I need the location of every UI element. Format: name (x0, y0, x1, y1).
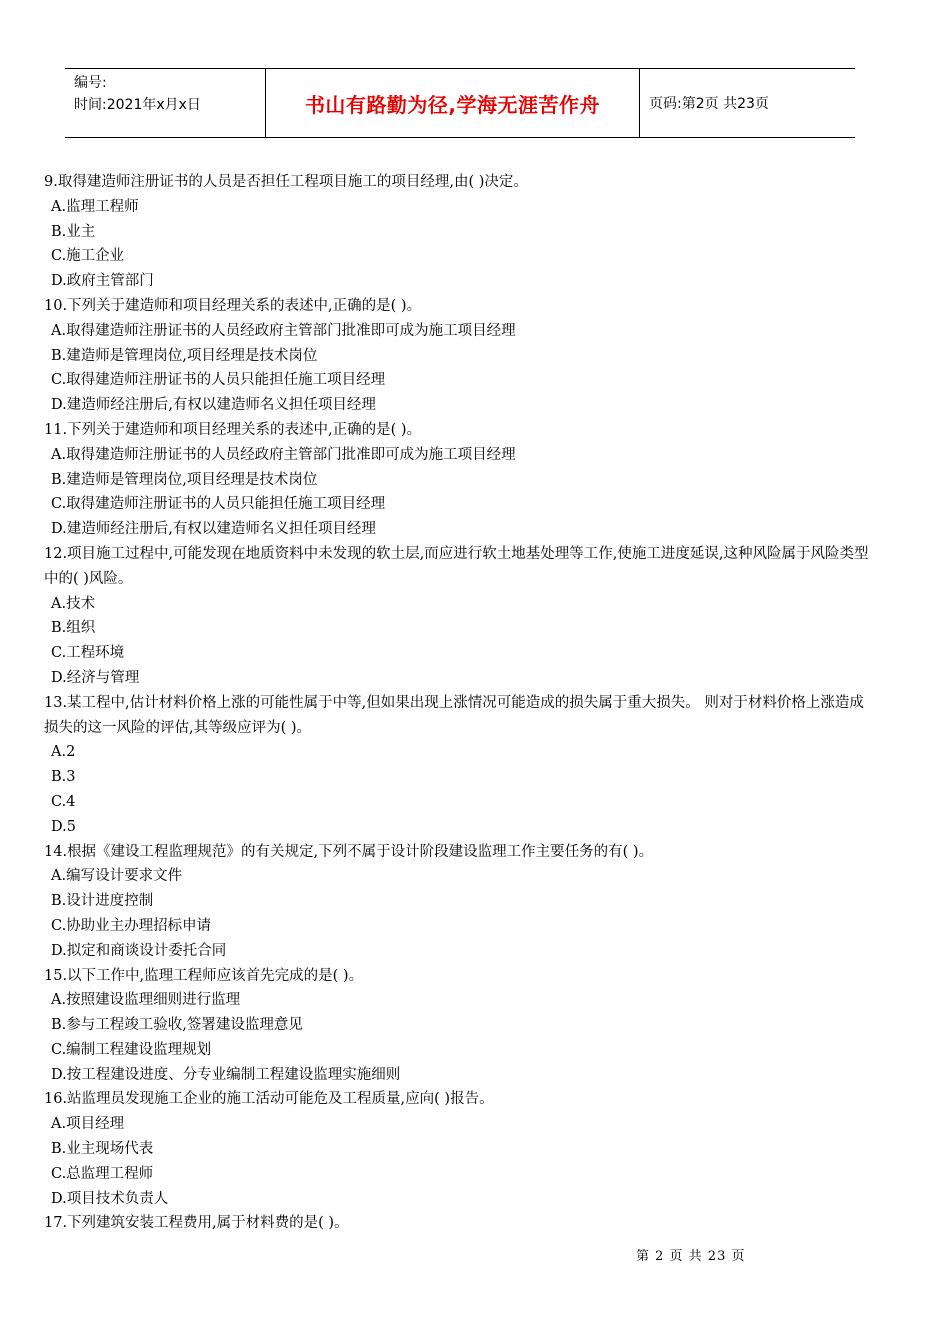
header-page-cell (640, 69, 855, 137)
header-motto-cell (266, 69, 640, 137)
answer-option: B.建造师是管理岗位,项目经理是技术岗位 (51, 347, 318, 364)
answer-option: B.业主 (51, 223, 96, 240)
question-block (44, 964, 874, 1088)
header-page-info: 页码:第2页 共23页 (649, 96, 769, 112)
answer-option: A.2 (51, 744, 76, 761)
answer-option: B.设计进度控制 (51, 893, 154, 910)
document-number-label: 编号: (74, 75, 107, 91)
header-motto: 书山有路勤为径,学海无涯苦作舟 (304, 92, 601, 117)
answer-option: D.项目技术负责人 (51, 1190, 169, 1207)
question-text: 9.取得建造师注册证书的人员是否担任工程项目施工的项目经理,由( )决定。 (44, 174, 528, 190)
question-text: 17.下列建筑安装工程费用,属于材料费的是( )。 (44, 1215, 349, 1232)
header-meta-cell (65, 69, 266, 137)
answer-option: C.工程环境 (51, 645, 125, 662)
answer-option: D.政府主管部门 (51, 273, 154, 290)
answer-option: D.经济与管理 (51, 669, 140, 686)
question-text: 13.某工程中,估计材料价格上涨的可能性属于中等,但如果出现上涨情况可能造成的损失属于重大损失。 则对于材料价格上涨造成损失的这一风险的评估,其等级应评为( )。 (44, 694, 864, 736)
question-text: 16.站监理员发现施工企业的施工活动可能危及工程质量,应向( )报告。 (44, 1091, 494, 1108)
page-footer: 第 2 页 共 23 页 (636, 1249, 746, 1264)
answer-option: B.业主现场代表 (51, 1141, 154, 1158)
question-text: 11.下列关于建造师和项目经理关系的表述中,正确的是( )。 (44, 421, 422, 438)
answer-option: C.取得建造师注册证书的人员只能担任施工项目经理 (51, 496, 386, 513)
question-text: 14.根据《建设工程监理规范》的有关规定,下列不属于设计阶段建设监理工作主要任务的有( )。 (44, 843, 654, 860)
answer-option: D.建造师经注册后,有权以建造师名义担任项目经理 (51, 397, 376, 414)
question-block (44, 840, 874, 964)
question-block (44, 294, 874, 418)
document-time-label: 时间:2021年x月x日 (74, 97, 201, 113)
answer-option: B.建造师是管理岗位,项目经理是技术岗位 (51, 471, 318, 488)
question-block (44, 691, 874, 840)
question-text: 15.以下工作中,监理工程师应该首先完成的是( )。 (44, 967, 364, 984)
question-block (44, 542, 874, 691)
answer-option: C.取得建造师注册证书的人员只能担任施工项目经理 (51, 372, 386, 389)
answer-option: D.拟定和商谈设计委托合同 (51, 942, 227, 959)
question-text: 12.项目施工过程中,可能发现在地质资料中未发现的软土层,而应进行软土地基处理等工作,使施工进度延误,这种风险属于风险类型中的( )风险。 (44, 545, 869, 587)
question-block (44, 1211, 874, 1236)
answer-option: A.技术 (51, 595, 96, 612)
answer-option: D.按工程建设进度、分专业编制工程建设监理实施细则 (51, 1066, 401, 1083)
answer-option: D.5 (51, 818, 76, 835)
answer-option: C.施工企业 (51, 248, 125, 265)
answer-option: B.参与工程竣工验收,签署建设监理意见 (51, 1017, 303, 1034)
question-list (44, 170, 874, 1236)
question-block (44, 1087, 874, 1211)
answer-option: B.3 (51, 769, 76, 786)
answer-option: A.取得建造师注册证书的人员经政府主管部门批准即可成为施工项目经理 (51, 322, 516, 339)
answer-option: A.项目经理 (51, 1116, 125, 1133)
question-text: 10.下列关于建造师和项目经理关系的表述中,正确的是( )。 (44, 297, 422, 314)
answer-option: A.编写设计要求文件 (51, 868, 183, 885)
answer-option: A.按照建设监理细则进行监理 (51, 992, 241, 1009)
question-block (44, 170, 874, 294)
answer-option: C.协助业主办理招标申请 (51, 917, 212, 934)
question-block (44, 418, 874, 542)
answer-option: D.建造师经注册后,有权以建造师名义担任项目经理 (51, 521, 376, 538)
page-header (65, 68, 855, 138)
answer-option: A.取得建造师注册证书的人员经政府主管部门批准即可成为施工项目经理 (51, 446, 516, 463)
answer-option: A.监理工程师 (51, 198, 139, 215)
answer-option: B.组织 (51, 620, 96, 637)
answer-option: C.编制工程建设监理规划 (51, 1041, 212, 1058)
answer-option: C.总监理工程师 (51, 1165, 154, 1182)
answer-option: C.4 (51, 793, 76, 810)
